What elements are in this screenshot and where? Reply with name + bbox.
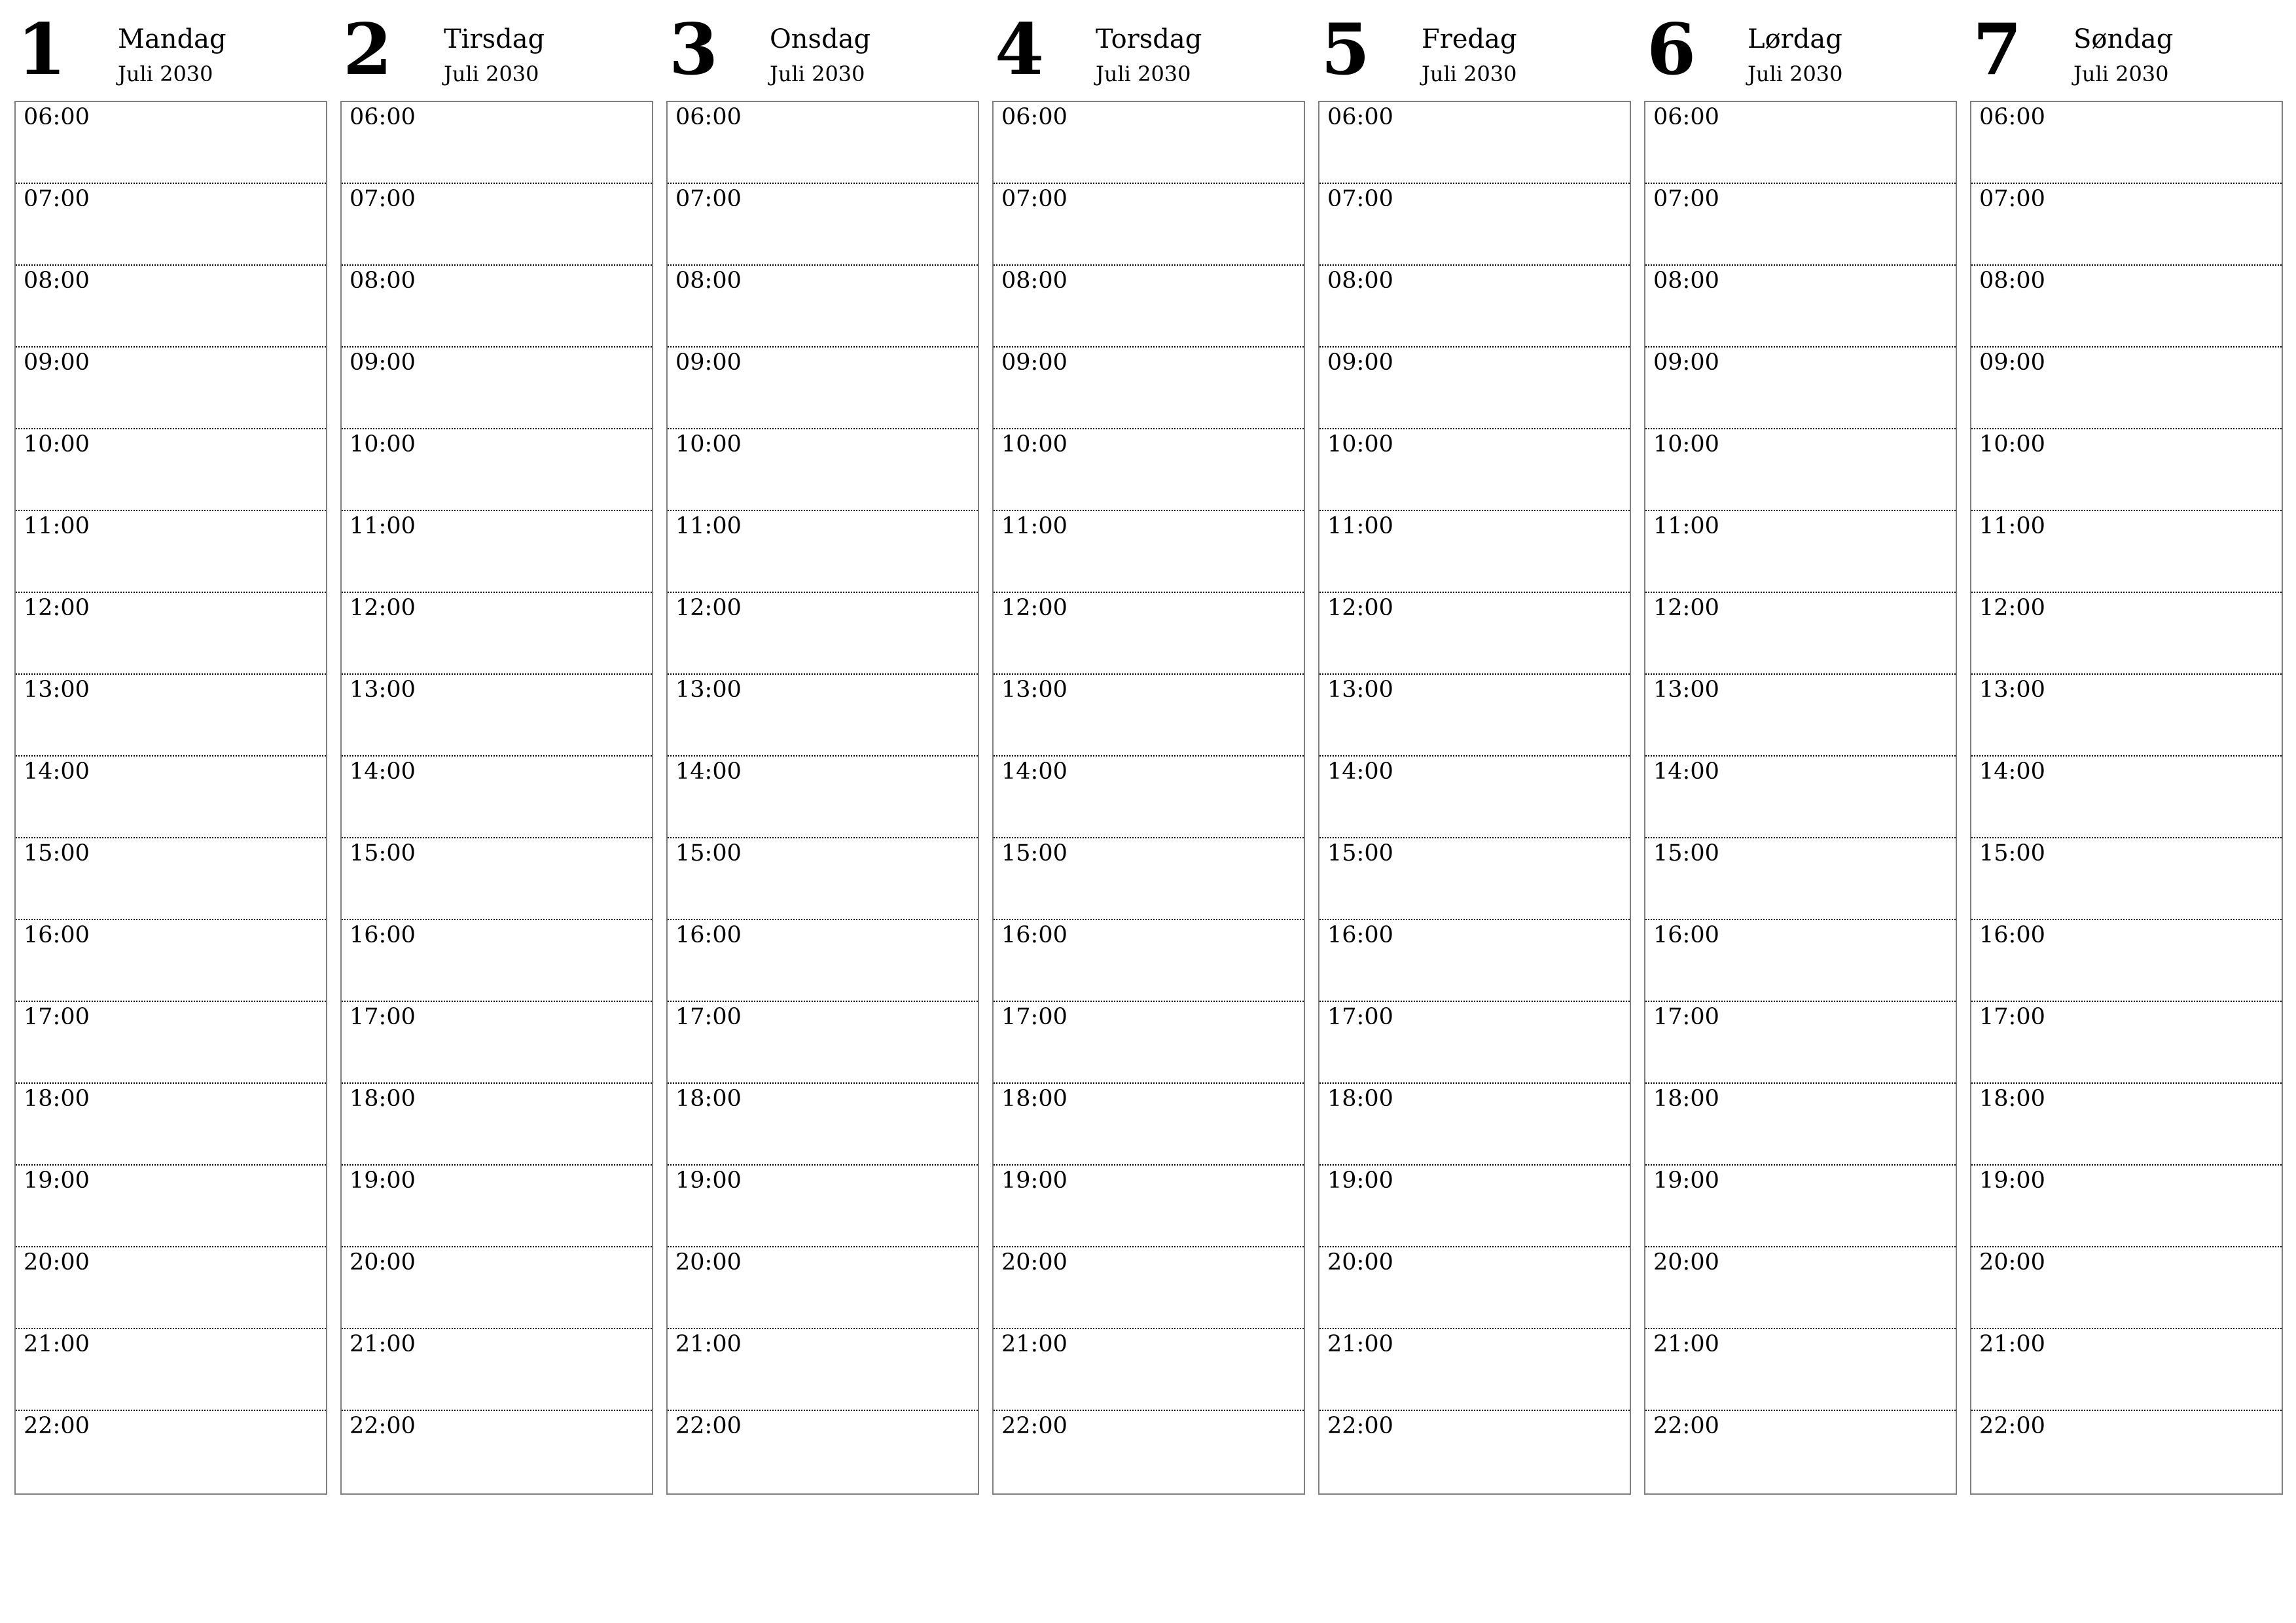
day-month: Juli 2030 [770,62,865,86]
time-slot[interactable] [1319,102,1630,184]
time-slot[interactable] [1971,757,2282,838]
day-column [1970,0,2283,1439]
time-slot[interactable] [994,102,1304,184]
time-label: 07:00 [1327,186,1393,212]
time-slot[interactable] [994,1329,1304,1411]
time-label: 15:00 [1979,840,2045,866]
time-label: 10:00 [675,431,742,457]
time-slot[interactable] [1319,838,1630,920]
time-label: 10:00 [1327,431,1393,457]
time-slot[interactable] [994,266,1304,348]
time-label: 06:00 [1979,104,2045,130]
time-slot[interactable] [994,1411,1304,1493]
time-slot[interactable] [668,920,978,1002]
time-slot[interactable] [1971,1002,2282,1084]
time-slot[interactable] [16,920,326,1002]
time-label: 13:00 [675,677,742,703]
time-label: 09:00 [24,349,90,376]
time-slot[interactable] [342,757,652,838]
time-label: 13:00 [1327,677,1393,703]
time-label: 15:00 [24,840,90,866]
day-name: Søndag [2073,24,2174,54]
day-column [14,0,327,1439]
time-slot[interactable] [994,429,1304,511]
time-label: 06:00 [1327,104,1393,130]
time-slot[interactable] [668,1084,978,1166]
time-slot[interactable] [1319,1084,1630,1166]
time-label: 10:00 [1979,431,2045,457]
time-label: 16:00 [1979,922,2045,948]
time-label: 21:00 [675,1331,742,1357]
time-slot[interactable] [1319,1247,1630,1329]
time-slot[interactable] [994,511,1304,593]
time-slot[interactable] [1319,511,1630,593]
day-header [992,0,1305,101]
time-slot[interactable] [1645,1166,1956,1247]
day-number: 1 [17,9,67,91]
time-slot[interactable] [1971,184,2282,266]
time-slot[interactable] [668,838,978,920]
time-label: 17:00 [1653,1004,1719,1030]
time-label: 11:00 [675,513,742,539]
time-slot[interactable] [342,675,652,757]
time-label: 12:00 [1979,595,2045,621]
time-label: 19:00 [1327,1168,1393,1194]
time-label: 19:00 [24,1168,90,1194]
day-name: Tirsdag [444,24,545,54]
time-label: 12:00 [1653,595,1719,621]
time-label: 18:00 [1001,1086,1067,1112]
time-label: 17:00 [675,1004,742,1030]
day-month: Juli 2030 [118,62,213,86]
day-header [14,0,327,101]
time-slot[interactable] [1971,920,2282,1002]
time-slot[interactable] [668,757,978,838]
time-slot[interactable] [16,593,326,675]
time-slot[interactable] [1645,511,1956,593]
time-slot[interactable] [994,1247,1304,1329]
day-number: 4 [995,9,1045,91]
time-label: 10:00 [1001,431,1067,457]
time-label: 08:00 [675,268,742,294]
time-label: 15:00 [1653,840,1719,866]
time-slot[interactable] [994,1084,1304,1166]
time-label: 18:00 [1653,1086,1719,1112]
time-slot[interactable] [342,511,652,593]
time-slot[interactable] [668,675,978,757]
time-slot[interactable] [16,102,326,184]
time-label: 17:00 [1979,1004,2045,1030]
day-month: Juli 2030 [1748,62,1843,86]
time-label: 21:00 [1001,1331,1067,1357]
time-slot[interactable] [1319,429,1630,511]
time-label: 09:00 [1001,349,1067,376]
day-schedule-box [1318,101,1631,1495]
day-schedule-box [666,101,979,1495]
time-slot[interactable] [668,348,978,429]
time-slot[interactable] [1645,757,1956,838]
day-name: Lørdag [1748,24,1842,54]
time-slot[interactable] [1645,1411,1956,1493]
time-label: 13:00 [24,677,90,703]
time-label: 11:00 [1979,513,2045,539]
time-label: 12:00 [1327,595,1393,621]
time-slot[interactable] [1319,1166,1630,1247]
time-label: 17:00 [350,1004,416,1030]
time-slot[interactable] [16,429,326,511]
time-slot[interactable] [668,184,978,266]
time-label: 10:00 [1653,431,1719,457]
time-label: 19:00 [350,1168,416,1194]
time-slot[interactable] [16,838,326,920]
day-number: 3 [669,9,719,91]
time-slot[interactable] [1971,1411,2282,1493]
time-label: 16:00 [1327,922,1393,948]
time-label: 07:00 [1653,186,1719,212]
time-slot[interactable] [342,429,652,511]
time-slot[interactable] [342,1166,652,1247]
time-label: 17:00 [1327,1004,1393,1030]
time-slot[interactable] [16,1002,326,1084]
time-label: 21:00 [1979,1331,2045,1357]
time-slot[interactable] [994,675,1304,757]
time-label: 20:00 [350,1249,416,1275]
day-column [1644,0,1957,1439]
day-name: Fredag [1422,24,1517,54]
time-slot[interactable] [1645,184,1956,266]
time-slot[interactable] [342,1329,652,1411]
time-label: 12:00 [350,595,416,621]
time-label: 20:00 [24,1249,90,1275]
time-slot[interactable] [16,348,326,429]
time-label: 18:00 [675,1086,742,1112]
time-slot[interactable] [1645,593,1956,675]
time-slot[interactable] [16,511,326,593]
time-label: 18:00 [24,1086,90,1112]
time-label: 15:00 [1001,840,1067,866]
time-slot[interactable] [1971,511,2282,593]
time-slot[interactable] [1645,838,1956,920]
time-label: 22:00 [24,1413,90,1439]
time-label: 20:00 [675,1249,742,1275]
time-label: 07:00 [24,186,90,212]
day-schedule-box [1644,101,1957,1495]
time-label: 06:00 [675,104,742,130]
time-slot[interactable] [994,184,1304,266]
time-label: 18:00 [1327,1086,1393,1112]
time-slot[interactable] [994,838,1304,920]
time-label: 09:00 [350,349,416,376]
time-slot[interactable] [668,593,978,675]
time-label: 16:00 [1653,922,1719,948]
time-slot[interactable] [1319,757,1630,838]
time-label: 19:00 [1001,1168,1067,1194]
day-month: Juli 2030 [2073,62,2169,86]
time-label: 20:00 [1327,1249,1393,1275]
time-slot[interactable] [342,1411,652,1493]
time-label: 19:00 [675,1168,742,1194]
time-slot[interactable] [16,1084,326,1166]
time-slot[interactable] [1319,593,1630,675]
time-label: 08:00 [1653,268,1719,294]
time-slot[interactable] [1971,838,2282,920]
time-slot[interactable] [342,348,652,429]
day-month: Juli 2030 [1422,62,1517,86]
time-label: 12:00 [675,595,742,621]
time-label: 12:00 [24,595,90,621]
time-label: 15:00 [675,840,742,866]
time-slot[interactable] [668,1002,978,1084]
time-label: 13:00 [1979,677,2045,703]
time-label: 14:00 [675,758,742,785]
time-label: 12:00 [1001,595,1067,621]
time-label: 18:00 [1979,1086,2045,1112]
day-header [1644,0,1957,101]
time-slot[interactable] [16,757,326,838]
time-label: 22:00 [675,1413,742,1439]
time-slot[interactable] [1645,675,1956,757]
time-slot[interactable] [342,593,652,675]
time-label: 08:00 [1979,268,2045,294]
time-label: 13:00 [1653,677,1719,703]
day-schedule-box [992,101,1305,1495]
time-slot[interactable] [1971,348,2282,429]
day-schedule-box [340,101,653,1495]
time-label: 07:00 [1979,186,2045,212]
time-label: 13:00 [350,677,416,703]
time-slot[interactable] [1645,1084,1956,1166]
time-slot[interactable] [1645,1329,1956,1411]
time-label: 14:00 [350,758,416,785]
time-label: 10:00 [350,431,416,457]
time-slot[interactable] [1319,920,1630,1002]
time-label: 08:00 [350,268,416,294]
day-header [666,0,979,101]
day-number: 5 [1321,9,1371,91]
time-slot[interactable] [342,184,652,266]
time-label: 10:00 [24,431,90,457]
time-label: 11:00 [350,513,416,539]
time-label: 16:00 [675,922,742,948]
time-label: 22:00 [1979,1413,2045,1439]
day-number: 2 [343,9,393,91]
time-slot[interactable] [1971,1084,2282,1166]
time-label: 14:00 [24,758,90,785]
time-slot[interactable] [342,1002,652,1084]
time-label: 17:00 [1001,1004,1067,1030]
time-label: 08:00 [24,268,90,294]
time-slot[interactable] [668,511,978,593]
time-slot[interactable] [16,266,326,348]
day-number: 6 [1647,9,1696,91]
time-label: 09:00 [675,349,742,376]
time-label: 09:00 [1653,349,1719,376]
day-schedule-box [14,101,327,1495]
time-slot[interactable] [16,1329,326,1411]
time-slot[interactable] [1645,920,1956,1002]
day-header [340,0,653,101]
time-label: 06:00 [1001,104,1067,130]
time-label: 15:00 [350,840,416,866]
time-slot[interactable] [994,593,1304,675]
time-label: 17:00 [24,1004,90,1030]
time-label: 15:00 [1327,840,1393,866]
time-label: 19:00 [1979,1168,2045,1194]
time-label: 09:00 [1327,349,1393,376]
time-slot[interactable] [1319,1329,1630,1411]
time-slot[interactable] [1645,429,1956,511]
time-label: 21:00 [1653,1331,1719,1357]
time-label: 18:00 [350,1086,416,1112]
time-slot[interactable] [342,1247,652,1329]
day-column [992,0,1305,1439]
time-label: 22:00 [1327,1413,1393,1439]
time-slot[interactable] [342,266,652,348]
time-slot[interactable] [342,102,652,184]
time-slot[interactable] [994,920,1304,1002]
time-slot[interactable] [16,1166,326,1247]
time-slot[interactable] [668,1247,978,1329]
time-slot[interactable] [1645,266,1956,348]
day-column [666,0,979,1439]
day-name: Onsdag [770,24,871,54]
time-label: 14:00 [1327,758,1393,785]
time-slot[interactable] [1971,593,2282,675]
time-slot[interactable] [1971,675,2282,757]
time-label: 21:00 [350,1331,416,1357]
time-slot[interactable] [342,1084,652,1166]
time-slot[interactable] [1971,1166,2282,1247]
time-slot[interactable] [1319,266,1630,348]
time-label: 06:00 [1653,104,1719,130]
time-slot[interactable] [994,1002,1304,1084]
time-slot[interactable] [1319,1002,1630,1084]
time-slot[interactable] [994,1166,1304,1247]
time-label: 14:00 [1653,758,1719,785]
time-slot[interactable] [1319,1411,1630,1493]
time-label: 11:00 [1653,513,1719,539]
time-label: 21:00 [24,1331,90,1357]
time-slot[interactable] [342,920,652,1002]
time-slot[interactable] [1319,184,1630,266]
time-label: 09:00 [1979,349,2045,376]
time-slot[interactable] [16,1247,326,1329]
time-slot[interactable] [1319,675,1630,757]
day-number: 7 [1973,9,2022,91]
time-slot[interactable] [1645,102,1956,184]
time-label: 22:00 [350,1413,416,1439]
time-slot[interactable] [1971,266,2282,348]
time-label: 11:00 [1001,513,1067,539]
time-slot[interactable] [668,1329,978,1411]
time-label: 11:00 [24,513,90,539]
day-name: Torsdag [1096,24,1202,54]
time-slot[interactable] [342,838,652,920]
time-label: 20:00 [1653,1249,1719,1275]
time-slot[interactable] [994,757,1304,838]
time-slot[interactable] [1971,1247,2282,1329]
day-name: Mandag [118,24,226,54]
time-label: 22:00 [1001,1413,1067,1439]
time-label: 21:00 [1327,1331,1393,1357]
time-label: 16:00 [350,922,416,948]
time-slot[interactable] [668,429,978,511]
time-slot[interactable] [1645,348,1956,429]
time-label: 08:00 [1001,268,1067,294]
time-slot[interactable] [1645,1247,1956,1329]
time-label: 06:00 [350,104,416,130]
time-slot[interactable] [994,348,1304,429]
time-label: 14:00 [1001,758,1067,785]
time-label: 20:00 [1001,1249,1067,1275]
time-label: 14:00 [1979,758,2045,785]
day-header [1970,0,2283,101]
day-column [340,0,653,1439]
time-label: 16:00 [1001,922,1067,948]
time-label: 19:00 [1653,1168,1719,1194]
day-header [1318,0,1631,101]
time-label: 07:00 [675,186,742,212]
time-label: 20:00 [1979,1249,2045,1275]
time-slot[interactable] [1645,1002,1956,1084]
time-slot[interactable] [668,102,978,184]
time-label: 07:00 [350,186,416,212]
time-slot[interactable] [1971,1329,2282,1411]
time-slot[interactable] [1319,348,1630,429]
time-label: 13:00 [1001,677,1067,703]
time-label: 06:00 [24,104,90,130]
day-month: Juli 2030 [1096,62,1191,86]
day-month: Juli 2030 [444,62,539,86]
time-slot[interactable] [668,1411,978,1493]
time-slot[interactable] [668,266,978,348]
time-label: 07:00 [1001,186,1067,212]
time-slot[interactable] [1971,429,2282,511]
time-label: 08:00 [1327,268,1393,294]
time-label: 22:00 [1653,1413,1719,1439]
time-slot[interactable] [16,675,326,757]
time-slot[interactable] [16,184,326,266]
day-column [1318,0,1631,1439]
day-schedule-box [1970,101,2283,1495]
time-label: 16:00 [24,922,90,948]
time-slot[interactable] [1971,102,2282,184]
time-slot[interactable] [668,1166,978,1247]
time-label: 11:00 [1327,513,1393,539]
time-slot[interactable] [16,1411,326,1493]
